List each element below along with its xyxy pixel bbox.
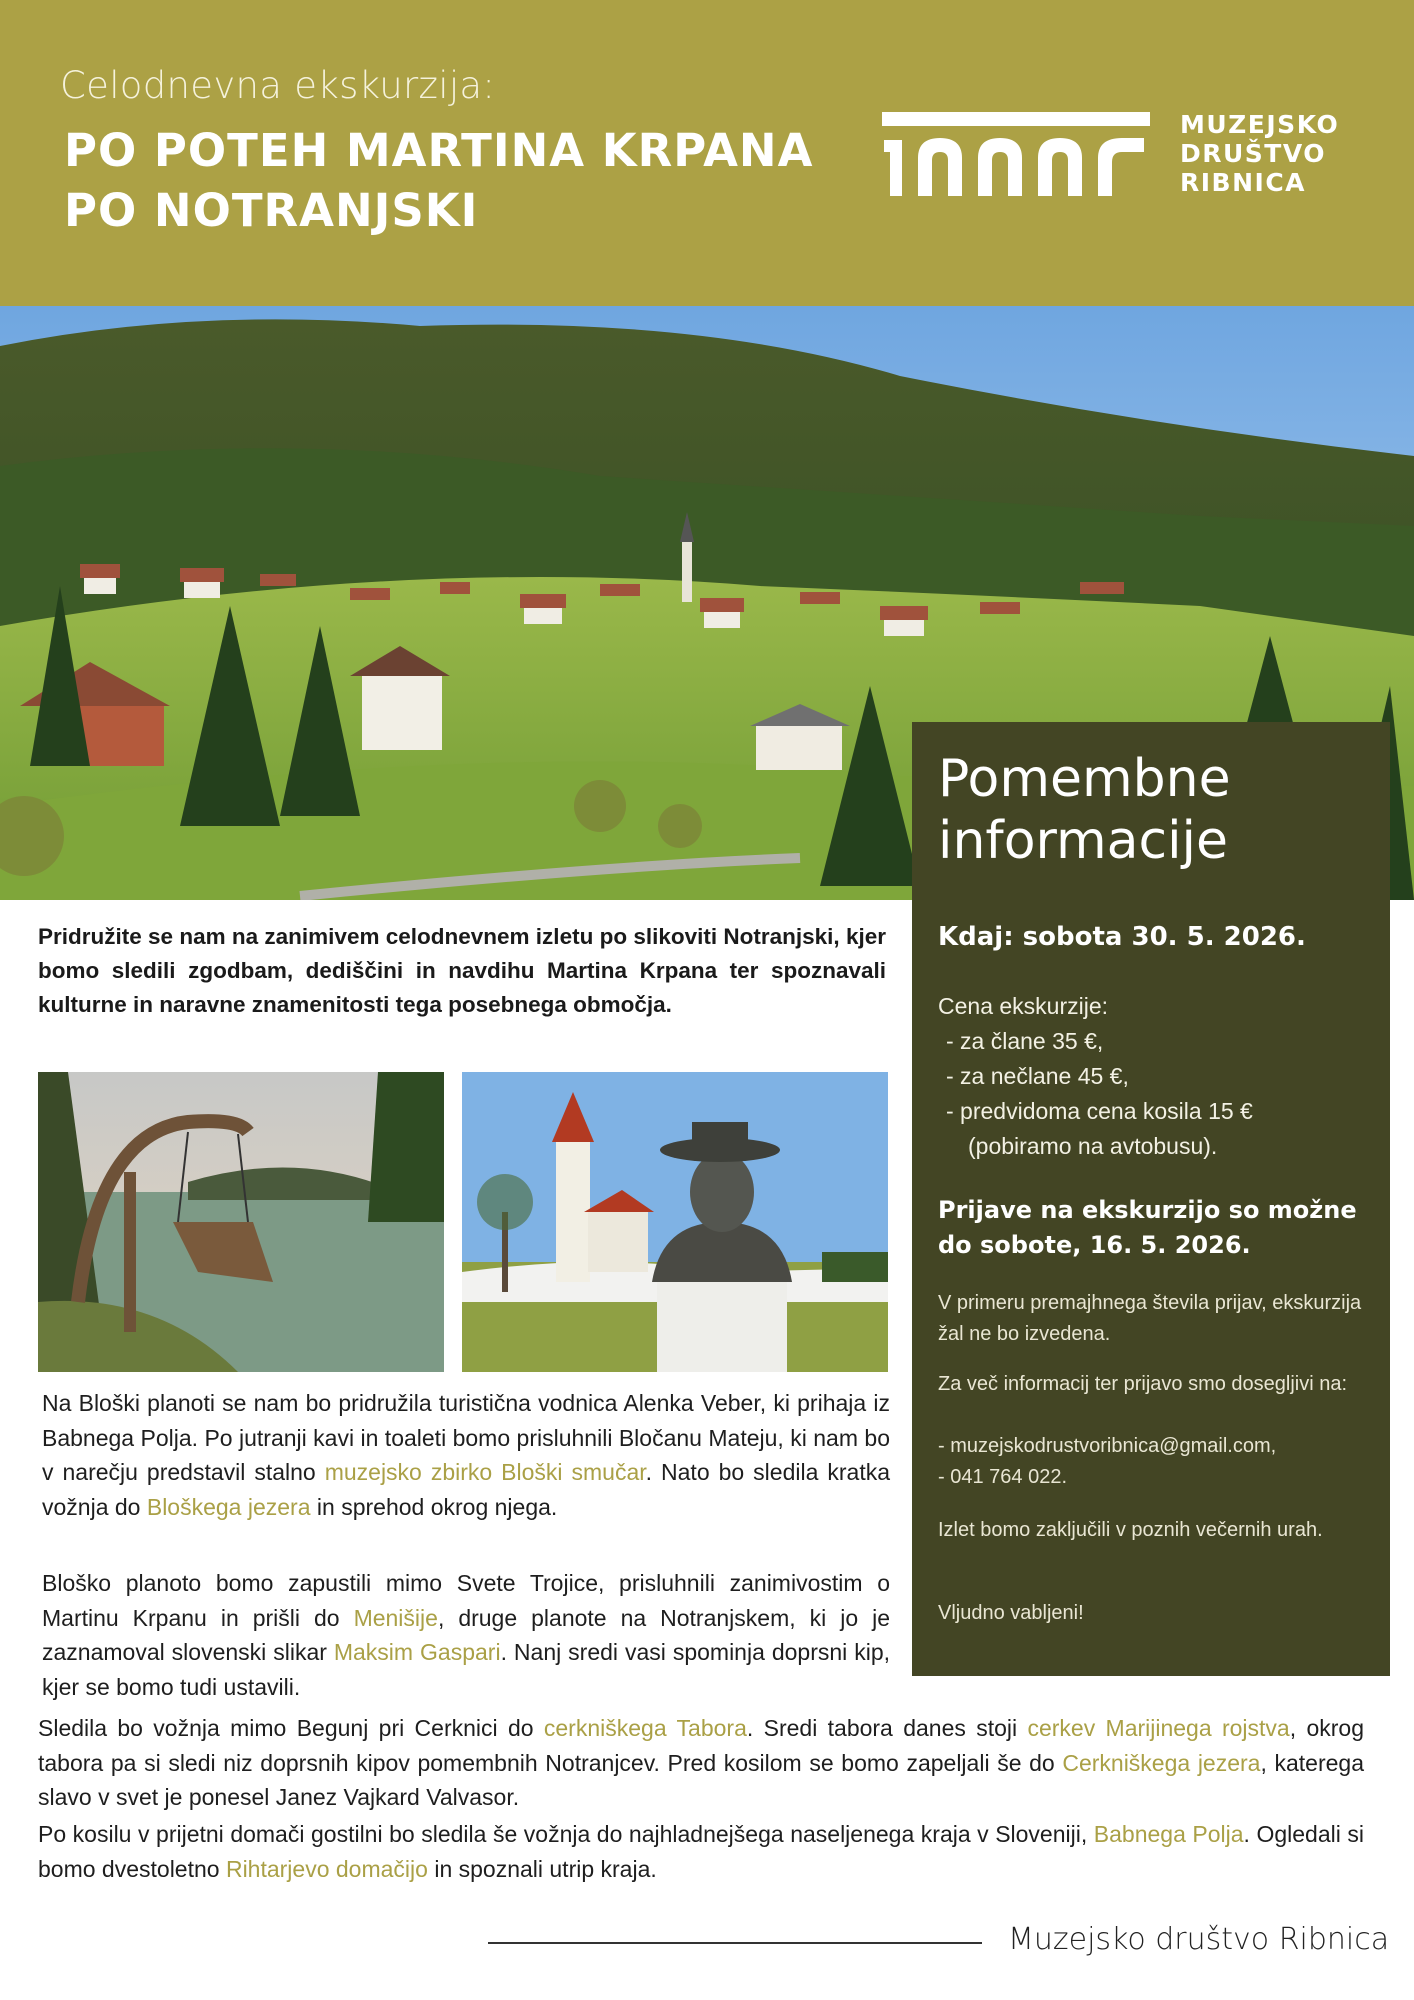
highlight-bloskega-jezera: Bloškega jezera xyxy=(146,1493,311,1520)
end-time-note: Izlet bomo zaključili v poznih večernih urah. xyxy=(938,1519,1323,1541)
price-lunch: - predvidoma cena kosila 15 € xyxy=(946,1098,1253,1124)
logo-text-line-2: DRUŠTVO xyxy=(1180,139,1327,168)
registration-deadline: Prijave na ekskurzijo so možne do sobote, 16. 5. 2026. xyxy=(938,1196,1357,1259)
paragraph-cerknica: Sledila bo vožnja mimo Begunj pri Cerknici do cerkniškega Tabora. Sredi tabora danes stoji cerkev Marijinega rojstva, okrog tabora pa si sledi niz doprsnih kipov pomembnih Notranjcev. Pred kosilom se bomo zapeljali še do Cerkniškega jezera, katerega slavo v svet je ponesel Janez Vajkard Valvasor. xyxy=(38,1715,1365,1810)
lake-swing-photo xyxy=(38,1072,444,1372)
minimum-participants-note: V primeru premajhnega števila prijav, ekskurzija žal ne bo izvedena. xyxy=(938,1292,1362,1345)
contact-label: Za več informacij ter prijavo smo dosegljivi na: xyxy=(938,1373,1348,1395)
contact-phone: - 041 764 022. xyxy=(938,1466,1067,1488)
highlight-cerkniskega-tabora: cerkniškega Tabora xyxy=(543,1715,747,1741)
event-type-subtitle: Celodnevna ekskurzija: xyxy=(60,64,496,107)
price-lunch-note: (pobiramo na avtobusu). xyxy=(968,1133,1218,1159)
highlight-bloski-smucar: muzejsko zbirko Bloški smučar xyxy=(324,1459,646,1485)
highlight-babnega-polja: Babnega Polja xyxy=(1093,1821,1244,1847)
footer-divider xyxy=(488,1942,982,1944)
church-and-bust-photo xyxy=(462,1072,888,1372)
page-title-line-2: PO NOTRANJSKI xyxy=(64,184,479,237)
paragraph-menisija: Bloško planoto bomo zapustili mimo Svete Trojice, prisluhnili zanimivostim o Martinu Krpanu in prišli do Menišije, druge planote na Notranjskem, ki jo je zaznamoval slovenski slikar Maksim Gaspari. Nanj sredi vasi spominja doprsni kip, kjer se bomo tudi ustavili. xyxy=(42,1570,891,1700)
event-date: Kdaj: sobota 30. 5. 2026. xyxy=(938,922,1306,952)
museum-logo-icon xyxy=(882,112,1152,200)
highlight-maksim-gaspari: Maksim Gaspari xyxy=(333,1639,501,1665)
paragraph-babno-polje: Po kosilu v prijetni domači gostilni bo sledila še vožnja do najhladnejšega naseljenega kraja v Sloveniji, Babnega Polja. Ogledali si bomo dvestoletno Rihtarjevo domačijo in spoznali utrip kraja. xyxy=(38,1821,1364,1882)
intro-paragraph: Pridružite se nam na zanimivem celodnevnem izletu po slikoviti Notranjski, kjer bomo sledili zgodbam, dediščini in navdihu Martina Krpana ter spoznavali kulturne in naravne znamenitosti tega posebnega območja. xyxy=(38,924,886,1017)
contact-email-link[interactable]: - muzejskodrustvoribnica@gmail.com, xyxy=(938,1435,1277,1457)
info-panel-title: Pomembne informacije xyxy=(938,749,1231,871)
price-nonmembers: - za nečlane 45 €, xyxy=(946,1063,1129,1089)
highlight-rihtarjevo-domacijo: Rihtarjevo domačijo xyxy=(225,1855,428,1882)
price-members: - za člane 35 €, xyxy=(946,1028,1104,1054)
invitation-note: Vljudno vabljeni! xyxy=(938,1602,1084,1624)
highlight-cerkniskega-jezera: Cerkniškega jezera xyxy=(1062,1749,1261,1776)
paragraph-bloke-planota: Na Bloški planoti se nam bo pridružila turistična vodnica Alenka Veber, ki prihaja iz Babnega Polja. Po jutranji kavi in toaleti bomo prisluhnili Bločanu Mateju, ki nam bo v narečju predstavil stalno muzejsko zbirko Bloški smučar. Nato bo sledila kratka vožnja do Bloškega jezera in sprehod okrog njega. xyxy=(42,1390,891,1520)
logo-text-line-1: MUZEJSKO xyxy=(1180,110,1340,139)
highlight-menisije: Menišije xyxy=(353,1604,438,1631)
page-title-line-1: PO POTEH MARTINA KRPANA xyxy=(64,124,814,177)
footer-organization: Muzejsko društvo Ribnica xyxy=(1008,1922,1390,1957)
logo-text-line-3: RIBNICA xyxy=(1180,168,1307,197)
price-label: Cena ekskurzije: xyxy=(938,993,1109,1019)
highlight-cerkev-marijinega-rojstva: cerkev Marijinega rojstva xyxy=(1027,1715,1290,1741)
